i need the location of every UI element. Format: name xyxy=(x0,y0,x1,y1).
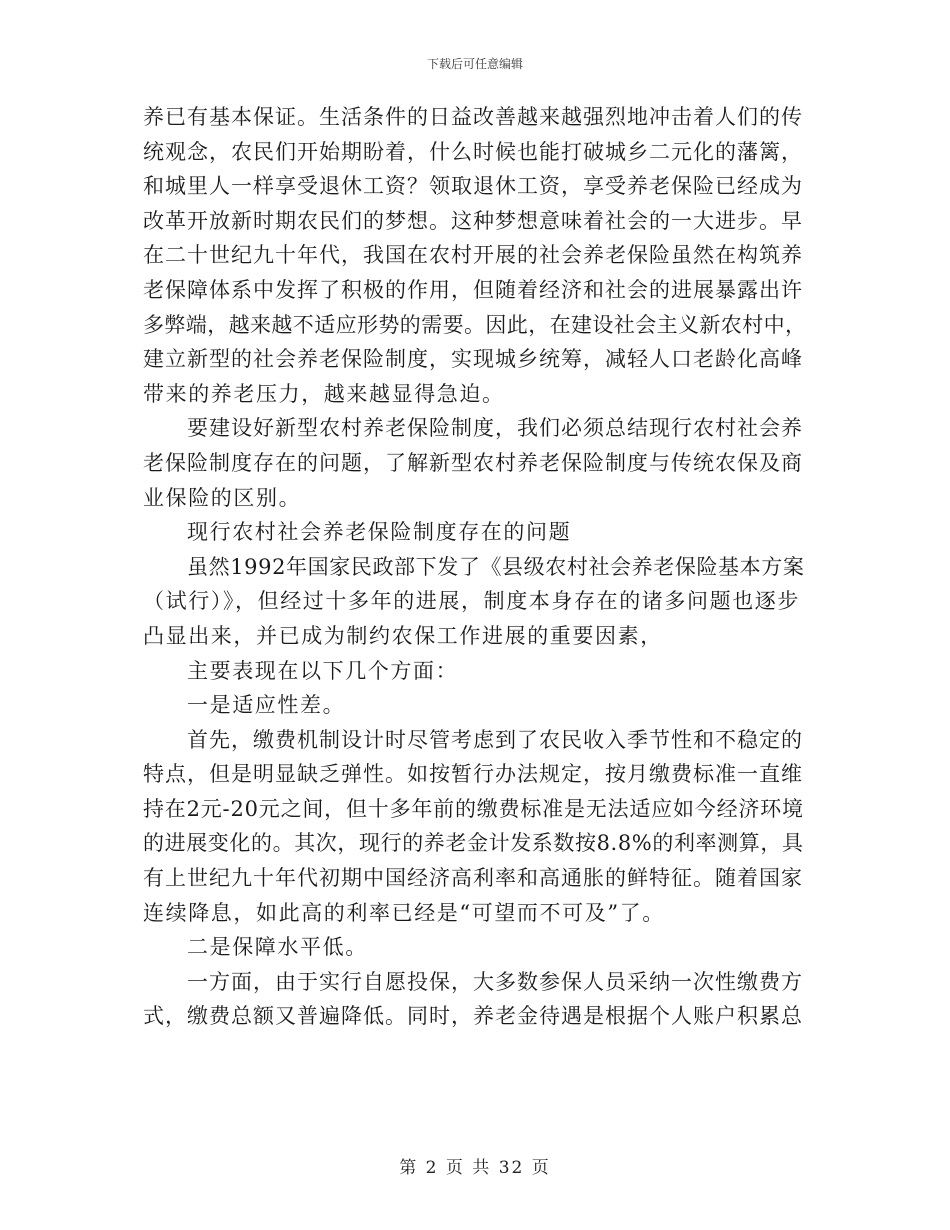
text-line: 多弊端，越来越不适应形势的需要。因此，在建设社会主义新农村中， xyxy=(143,312,807,337)
text-line: 持在2元-20元之间，但十多年前的缴费标准是无法适应如今经济环境 xyxy=(143,796,804,821)
text-line: 有上世纪九十年代初期中国经济高利率和高通胀的鲜特征。随着国家 xyxy=(143,866,803,891)
text-line: 凸显出来，并已成为制约农保工作进展的重要因素， xyxy=(143,623,663,648)
paragraph-start: 首先，缴费机制设计时尽管考虑到了农民收入季节性和不稳定的 xyxy=(187,727,803,752)
page-number: 第 2 页 共 32 页 xyxy=(399,1158,551,1178)
text-line: 改革开放新时期农民们的梦想。这种梦想意味着社会的一大进步。早 xyxy=(143,208,803,233)
text-line: 带来的养老压力，越来越显得急迫。 xyxy=(143,381,505,406)
text-line: （试行）》，但经过十多年的进展，制度本身存在的诸多问题也逐步 xyxy=(143,589,800,614)
paragraph-start: 要建设好新型农村养老保险制度，我们必须总结现行农村社会养 xyxy=(187,416,803,441)
text-line: 建立新型的社会养老保险制度，实现城乡统筹，减轻人口老龄化高峰 xyxy=(143,347,803,372)
paragraph-start: 虽然1992年国家民政部下发了《县级农村社会养老保险基本方案 xyxy=(187,554,805,579)
text-line: 统观念，农民们开始期盼着，什么时候也能打破城乡二元化的藩篱， xyxy=(143,139,803,164)
document-body xyxy=(143,100,807,1034)
text-line: 业保险的区别。 xyxy=(143,485,302,510)
paragraph-start: 主要表现在以下几个方面： xyxy=(187,658,459,683)
subheading: 二是保障水平低。 xyxy=(187,935,368,960)
text-line: 连续降息，如此高的利率已经是“可望而不可及”了。 xyxy=(143,900,665,925)
page-header: 下载后可任意编辑 xyxy=(426,57,523,71)
text-line: 在二十世纪九十年代，我国在农村开展的社会养老保险虽然在构筑养 xyxy=(143,243,803,268)
text-line: 老保险制度存在的问题，了解新型农村养老保险制度与传统农保及商 xyxy=(143,450,803,475)
paragraph-start: 一方面，由于实行自愿投保，大多数参保人员采纳一次性缴费方 xyxy=(187,969,803,994)
text-line: 老保障体系中发挥了积极的作用，但随着经济和社会的进展暴露出许 xyxy=(143,277,803,302)
text-line: 特点，但是明显缺乏弹性。如按暂行办法规定，按月缴费标准一直维 xyxy=(143,762,803,787)
text-line: 的进展变化的。其次，现行的养老金计发系数按8.8%的利率测算，具 xyxy=(143,831,804,856)
subheading: 一是适应性差。 xyxy=(187,693,346,718)
text-line: 养已有基本保证。生活条件的日益改善越来越强烈地冲击着人们的传 xyxy=(143,105,803,129)
section-heading: 现行农村社会养老保险制度存在的问题 xyxy=(187,520,572,545)
text-line: 式，缴费总额又普遍降低。同时，养老金待遇是根据个人账户积累总 xyxy=(143,1004,803,1029)
text-line: 和城里人一样享受退休工资？领取退休工资，享受养老保险已经成为 xyxy=(143,174,803,199)
